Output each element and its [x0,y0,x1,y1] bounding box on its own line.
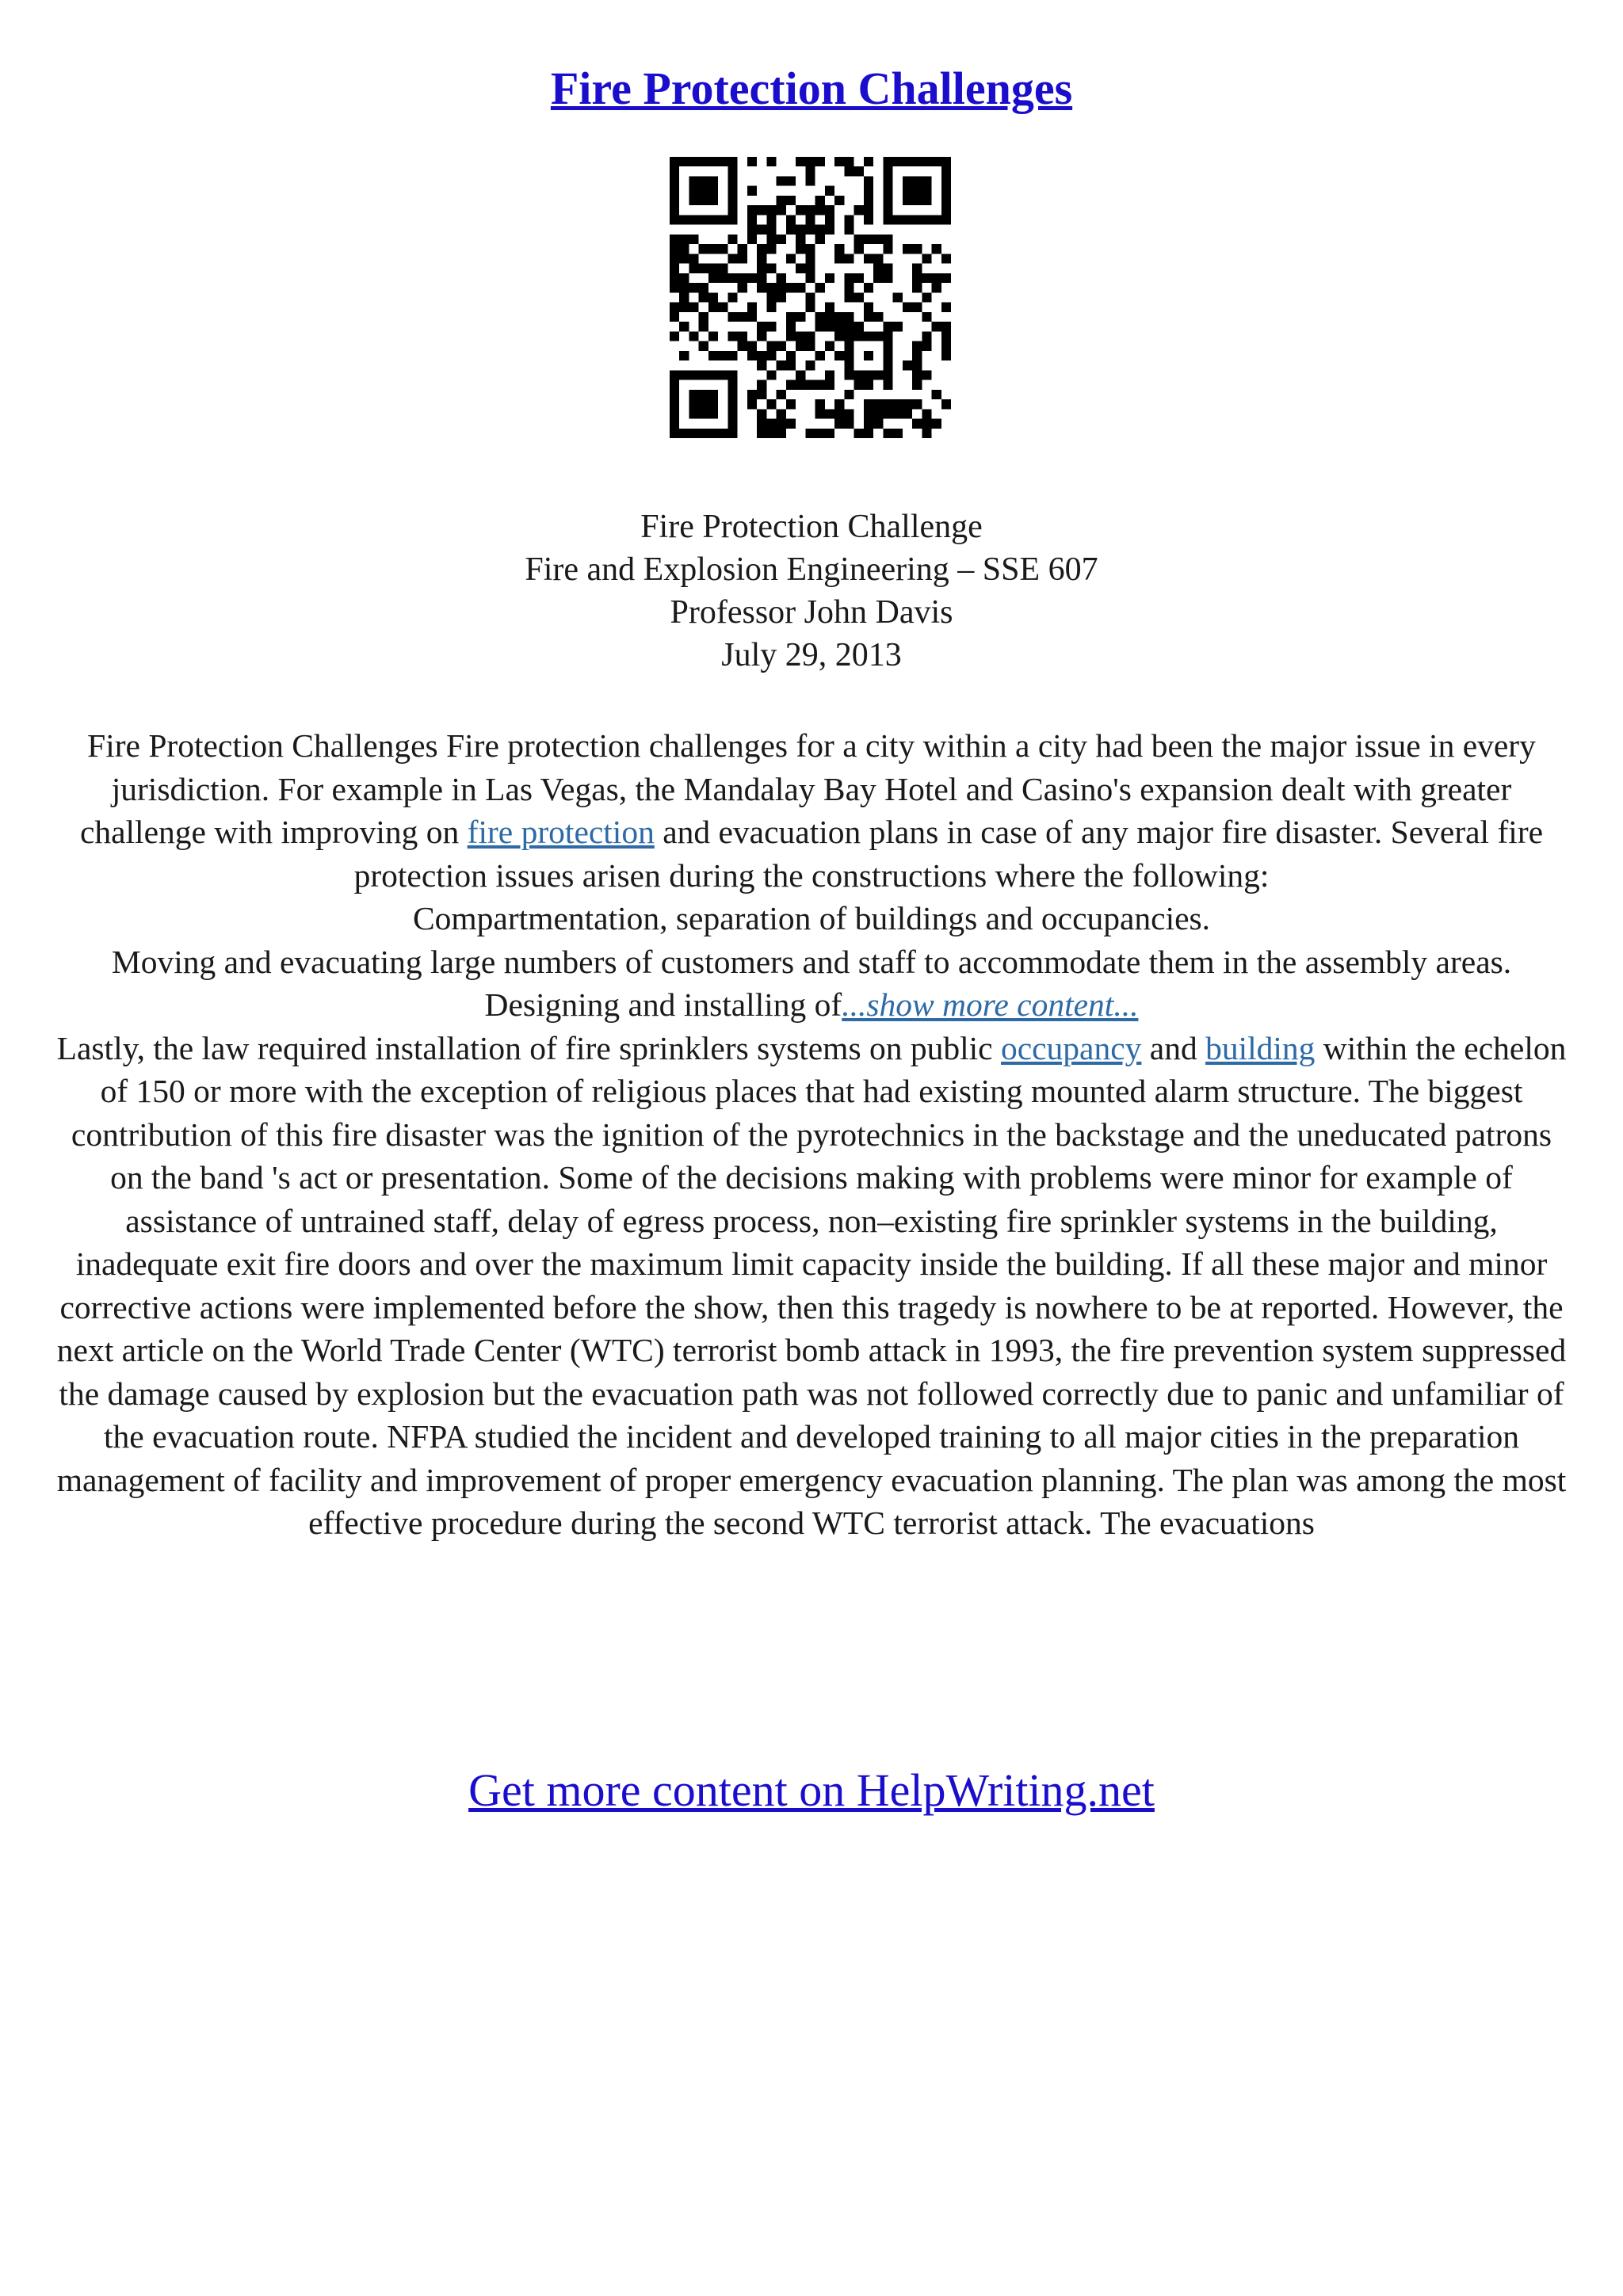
occupancy-link[interactable]: occupancy [1000,1029,1142,1066]
paragraph-evacuating: Moving and evacuating large numbers of customers and staff to accommodate them in the assembly areas. [111,943,1512,980]
page-title [0,57,1623,120]
paragraph-intro: Fire Protection Challenges Fire protection challenges for a city within a city had been the major issue in every jurisdiction. For example in Las Vegas, the Mandalay Bay Hotel and Casino's expansion dealt with greater challenge with improving on fire protection and evacuation plans in case of any major fire disaster. Several fire protection issues arisen during the constructions where the following: [79,727,1544,894]
show-more-link[interactable]: ...show more content... [842,986,1139,1023]
course-name: Fire and Explosion Engineering – SSE 607 [525,551,1098,588]
qr-code-icon [670,157,951,438]
paragraph-lastly: Lastly, the law required installation of fire sprinklers systems on public occupancy and building within the echelon of 150 or more with the exception of religious places that had existing mounted alarm structure. The biggest contribution of this fire disaster was the ignition of the pyrotechnics in the backstage and the uneducated patrons on the band 's act or presentation. Some of the decisions making with problems were minor for example of assistance of untrained staff, delay of egress process, non–existing fire sprinkler systems in the building, inadequate exit fire doors and over the maximum limit capacity inside the building. If all these major and minor corrective actions were implemented before the show, then this tragedy is nowhere to be at reported. However, the next article on the World Trade Center (WTC) terrorist bomb attack in 1993, the fire prevention system suppressed the damage caused by explosion but the evacuation path was not followed correctly due to panic and unfamiliar of the evacuation route. NFPA studied the incident and developed training to all major cities in the preparation management of facility and improvement of proper emergency evacuation planning. The plan was among the most effective procedure during the second WTC terrorist attack. The evacuations [56,1029,1567,1541]
footer [0,1760,1623,1821]
paper-date: July 29, 2013 [721,637,902,673]
paper-header [0,505,1623,677]
professor-name: Professor John Davis [670,594,953,631]
paper-title: Fire Protection Challenge [640,509,983,545]
helpwriting-link[interactable]: Get more content on HelpWriting.net [468,1764,1155,1816]
building-link[interactable]: building [1205,1029,1316,1066]
fire-protection-link[interactable]: fire protection [467,814,655,850]
paragraph-compartmentation: Compartmentation, separation of buildings and occupancies. [412,900,1211,936]
paragraph-designing: Designing and installing of...show more content... [484,986,1139,1023]
title-link[interactable]: Fire Protection Challenges [550,63,1073,114]
essay-body [55,724,1568,1545]
